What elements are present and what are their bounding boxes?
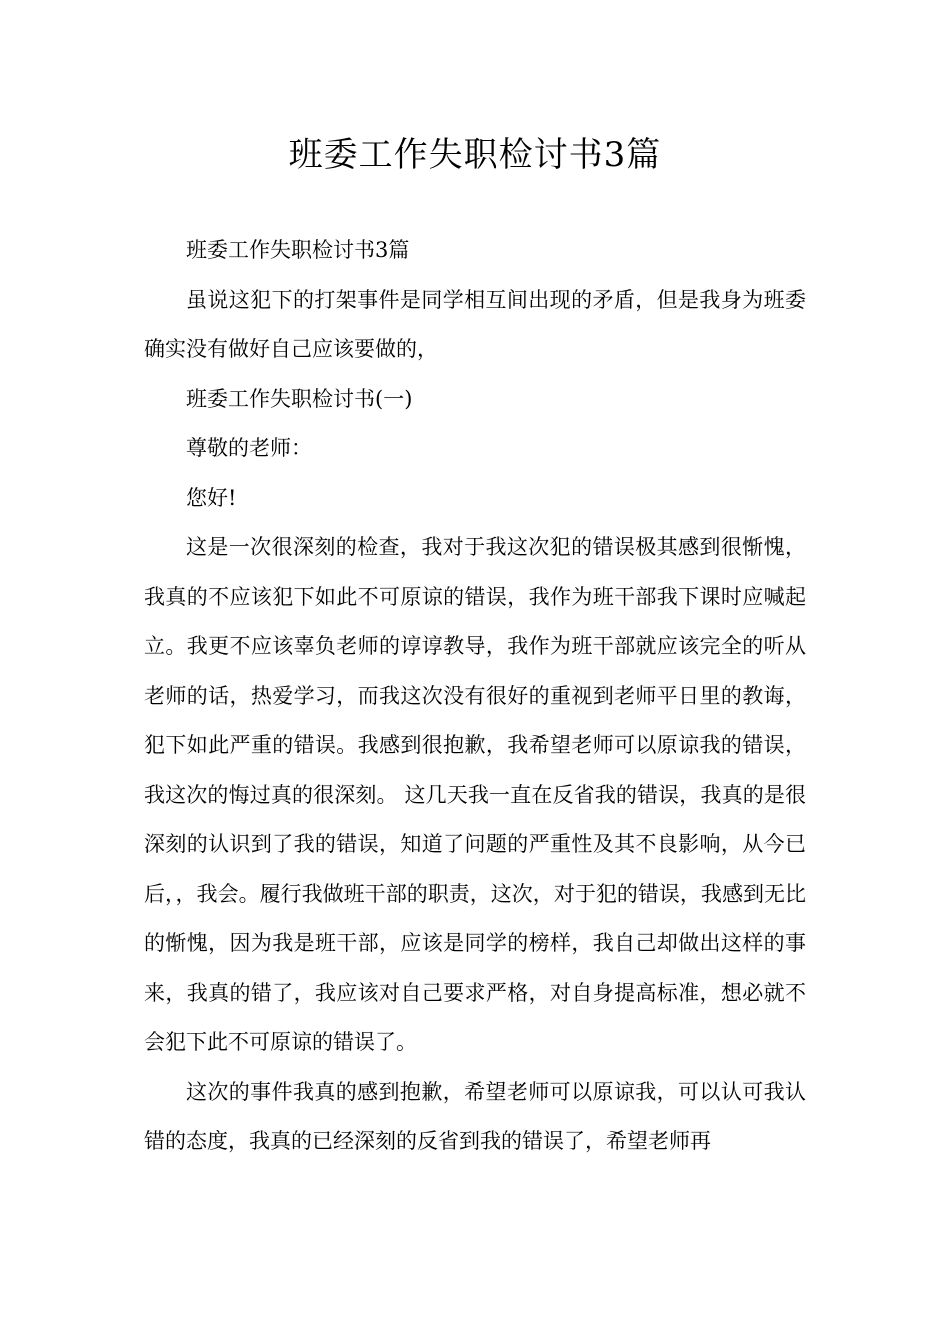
paragraph-subtitle: 班委工作失职检讨书3篇: [186, 238, 410, 262]
document-body: [144, 226, 806, 1167]
document-title: 班委工作失职检讨书3篇: [288, 135, 662, 175]
paragraph-apology: 这次的事件我真的感到抱歉，希望老师可以原谅我，可以认可我认错的态度，我真的已经深刻的反省到我的错误了，希望老师再: [144, 1079, 806, 1153]
paragraph-greeting: 您好!: [186, 485, 237, 510]
paragraph-intro: 虽说这犯下的打架事件是同学相互间出现的矛盾，但是我身为班委确实没有做好自己应该要做的，: [144, 287, 806, 361]
paragraph-section-heading: 班委工作失职检讨书(一): [186, 386, 413, 411]
paragraph-salutation: 尊敬的老师：: [186, 436, 312, 460]
paragraph-main: 这是一次很深刻的检查，我对于我这次犯的错误极其感到很惭愧，我真的不应该犯下如此不可原谅的错误，我作为班干部我下课时应喊起立。我更不应该辜负老师的谆谆教导，我作为班干部就应该完全的听从老师的话，热爱学习，而我这次没有很好的重视到老师平日里的教诲，犯下如此严重的错误。我感到很抱歉，我希望老师可以原谅我的错误，我这次的悔过真的很深刻。 这几天我一直在反省我的错误，我真的是很深刻的认识到了我的错误，知道了问题的严重性及其不良影响，从今已后，，我会。履行我做班干部的职责，这次，对于犯的错误，我感到无比的惭愧，因为我是班干部，应该是同学的榜样，我自己却做出这样的事来，我真的错了，我应该对自己要求严格，对自身提高标准，想必就不会犯下此不可原谅的错误了。: [144, 535, 806, 1054]
